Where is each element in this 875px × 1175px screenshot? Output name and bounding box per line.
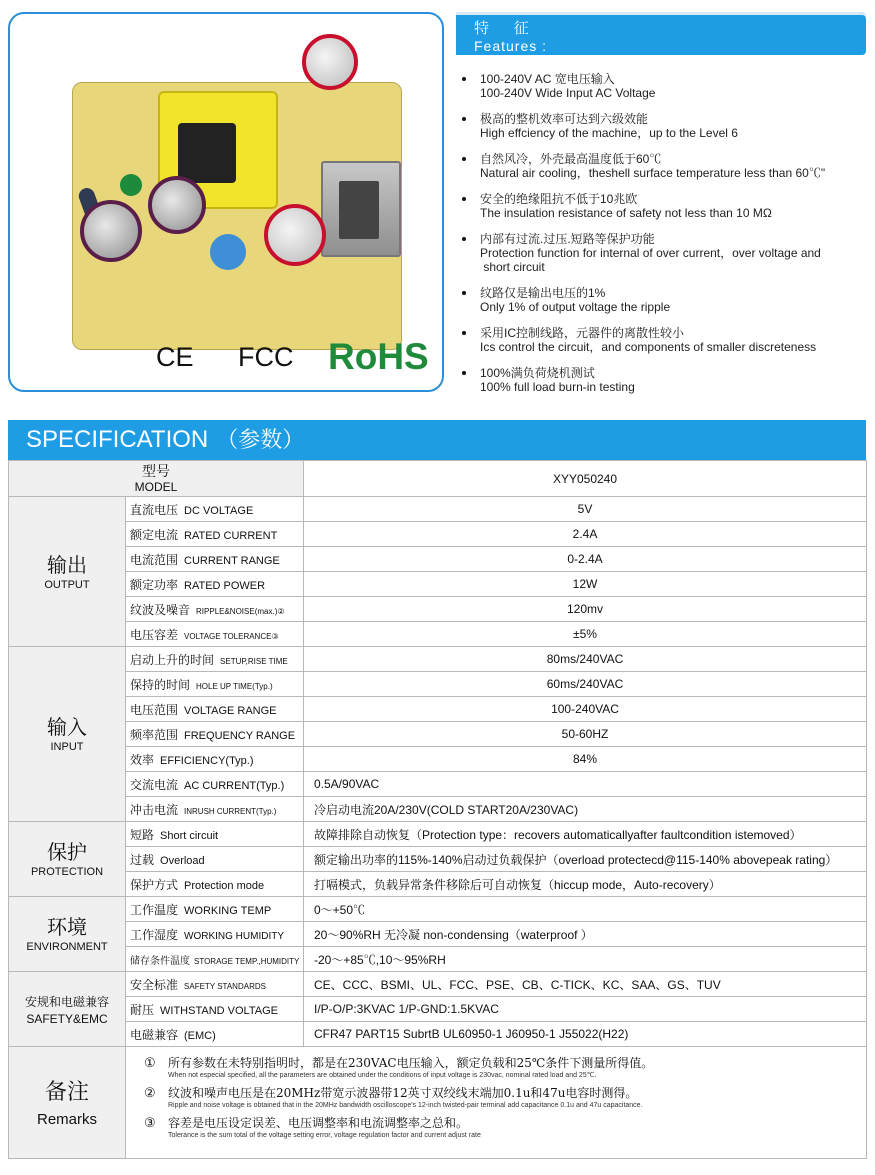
features-list [462,72,867,406]
feature-item: 内部有过流.过压.短路等保护功能 Protection function for internal of over current，over voltage and short circuit [462,232,867,274]
feature-item: 100%满负荷烧机测试 100% full load burn-in testing [462,366,867,394]
table-row [9,497,867,522]
spec-value: ±5% [304,622,867,647]
table-row [9,747,867,772]
spec-label: 储存条件温度 STORAGE TEMP.,HUMIDITY [126,947,304,972]
table-row [9,597,867,622]
bullet-icon [462,237,466,241]
spec-value: 80ms/240VAC [304,647,867,672]
bullet-icon [462,157,466,161]
spec-value: 100-240VAC [304,697,867,722]
feature-item: 安全的绝缘阻抗不低于10兆欧 The insulation resistance of safety not less than 10 MΩ [462,192,867,220]
table-row [9,997,867,1022]
feature-item: 100-240V AC 宽电压输入 100-240V Wide Input AC Voltage [462,72,867,100]
table-row [9,697,867,722]
spec-value: 2.4A [304,522,867,547]
spec-label: 纹波及噪音 RIPPLE&NOISE(max.)② [126,597,304,622]
capacitor-graphic [210,234,246,270]
capacitor-graphic [120,174,142,196]
spec-label: 保持的时间 HOLE UP TIME(Typ.) [126,672,304,697]
spec-value: CE、CCC、BSMI、UL、FCC、PSE、CB、C-TICK、KC、SAA、GS、TUV [304,972,867,997]
table-row [9,822,867,847]
bullet-icon [462,117,466,121]
table-row [9,622,867,647]
spec-label: 频率范围 FREQUENCY RANGE [126,722,304,747]
feature-item: 纹路仅是输出电压的1% Only 1% of output voltage the ripple [462,286,867,314]
usb-port-graphic [321,161,401,257]
spec-label: 额定电流 RATED CURRENT [126,522,304,547]
spec-label: 短路 Short circuit [126,822,304,847]
capacitor-graphic [264,204,326,266]
spec-label: 保护方式 Protection mode [126,872,304,897]
spec-title-cn: （参数） [216,428,305,453]
spec-label: 直流电压 DC VOLTAGE [126,497,304,522]
spec-value: 故障排除自动恢复（Protection type：recovers automaticallyafter faultcondition istemoved） [304,822,867,847]
table-row [9,897,867,922]
rohs-mark: RoHS [328,336,429,377]
feature-item: 采用IC控制线路，元器件的离散性较小 Ics control the circuit，and components of smaller discreteness [462,326,867,354]
table-row [9,847,867,872]
table-row [9,461,867,497]
spec-label: 电压范围 VOLTAGE RANGE [126,697,304,722]
table-row [9,722,867,747]
model-label: 型号 MODEL [9,461,304,497]
bullet-icon [462,331,466,335]
spec-value: 额定输出功率的115%-140%启动过负载保护（overload protectecd@115-140% abovepeak rating） [304,847,867,872]
spec-label: 电流范围 CURRENT RANGE [126,547,304,572]
group-safety-emc: 安规和电磁兼容 SAFETY&EMC [9,972,126,1047]
spec-value: 冷启动电流20A/230V(COLD START20A/230VAC) [304,797,867,822]
spec-value: 20～90%RH 无冷凝 non-condensing（waterproof ） [304,922,867,947]
product-photo-frame [8,12,444,392]
group-output: 输出 OUTPUT [9,497,126,647]
table-row [9,572,867,597]
spec-title-en: SPECIFICATION [26,426,209,453]
spec-value: 0-2.4A [304,547,867,572]
spec-value: 打嗝模式，负载异常条件移除后可自动恢复（hiccup mode，Auto-recovery） [304,872,867,897]
spec-value: I/P-O/P:3KVAC 1/P-GND:1.5KVAC [304,997,867,1022]
spec-label: 电磁兼容 (EMC) [126,1022,304,1047]
table-row [9,522,867,547]
bullet-icon [462,197,466,201]
spec-value: CFR47 PART15 SubrtB UL60950-1 J60950-1 J55022(H22) [304,1022,867,1047]
spec-label: 效率 EFFICIENCY(Typ.) [126,747,304,772]
features-title-en: Features : [474,38,548,54]
group-environment: 环境 ENVIRONMENT [9,897,126,972]
features-header [456,15,866,55]
group-protection: 保护 PROTECTION [9,822,126,897]
table-row [9,947,867,972]
fcc-mark: FCC [238,342,294,372]
spec-value: 120mv [304,597,867,622]
table-row [9,647,867,672]
ce-mark: CE [156,342,194,372]
spec-value: 5V [304,497,867,522]
spec-label: 启动上升的时间 SETUP,RISE TIME [126,647,304,672]
model-value: XYY050240 [304,461,867,497]
feature-item: 极高的整机效率可达到六级效能 High effciency of the machine，up to the Level 6 [462,112,867,140]
spec-label: 工作温度 WORKING TEMP [126,897,304,922]
spec-value: 0.5A/90VAC [304,772,867,797]
remark-item: ③ 容差是电压设定误差、电压调整率和电流调整率之总和。 Tolerance is the sum total of the voltage setting error, voltage regulation factor and current adjust rate [144,1115,481,1139]
remark-item: ① 所有参数在未特别指明时，都是在230VAC电压输入，额定负载和25℃条件下测量所得值。 When not especial specified, all the parameters are obtained under the conditions of input voltage is 230vac, nominal rated load and 25℃. [144,1055,654,1079]
spec-label: 过载 Overload [126,847,304,872]
spec-label: 交流电流 AC CURRENT(Typ.) [126,772,304,797]
group-remarks: 备注 Remarks [9,1047,126,1159]
specification-header [8,420,866,460]
capacitor-graphic [302,34,358,90]
table-row [9,972,867,997]
spec-label: 电压容差 VOLTAGE TOLERANCE③ [126,622,304,647]
table-row [9,547,867,572]
feature-item: 自然风冷，外壳最高温度低于60℃ Natural air cooling，theshell surface temperature less than 60℃" [462,152,867,180]
remarks-cell [126,1047,867,1159]
capacitor-graphic [148,176,206,234]
bullet-icon [462,77,466,81]
spec-value: -20～+85℃,10～95%RH [304,947,867,972]
table-row [9,672,867,697]
spec-value: 0～+50℃ [304,897,867,922]
spec-value: 60ms/240VAC [304,672,867,697]
spec-value: 50-60HZ [304,722,867,747]
table-row [9,797,867,822]
table-row [9,772,867,797]
bullet-icon [462,371,466,375]
spec-value: 84% [304,747,867,772]
spec-label: 额定功率 RATED POWER [126,572,304,597]
bullet-icon [462,291,466,295]
spec-label: 安全标准 SAFETY STANDARDS [126,972,304,997]
features-title-cn: 特 征 [474,19,539,37]
table-row [9,1047,867,1159]
group-input: 输入 INPUT [9,647,126,822]
remark-item: ② 纹波和噪声电压是在20MHz带宽示波器带12英寸双绞线末端加0.1u和47u电容时测得。 Ripple and noise voltage is obtained that in the 20MHz bandwidth oscilloscope's 12-inch twisted-pair terminal add capacitance 0.1u and 47u capacitance. [144,1085,643,1109]
spec-label: 工作湿度 WORKING HUMIDITY [126,922,304,947]
spec-table [8,460,867,1159]
table-row [9,1022,867,1047]
table-row [9,922,867,947]
spec-value: 12W [304,572,867,597]
spec-label: 冲击电流 INRUSH CURRENT(Typ.) [126,797,304,822]
spec-label: 耐压 WITHSTAND VOLTAGE [126,997,304,1022]
table-row [9,872,867,897]
capacitor-graphic [80,200,142,262]
